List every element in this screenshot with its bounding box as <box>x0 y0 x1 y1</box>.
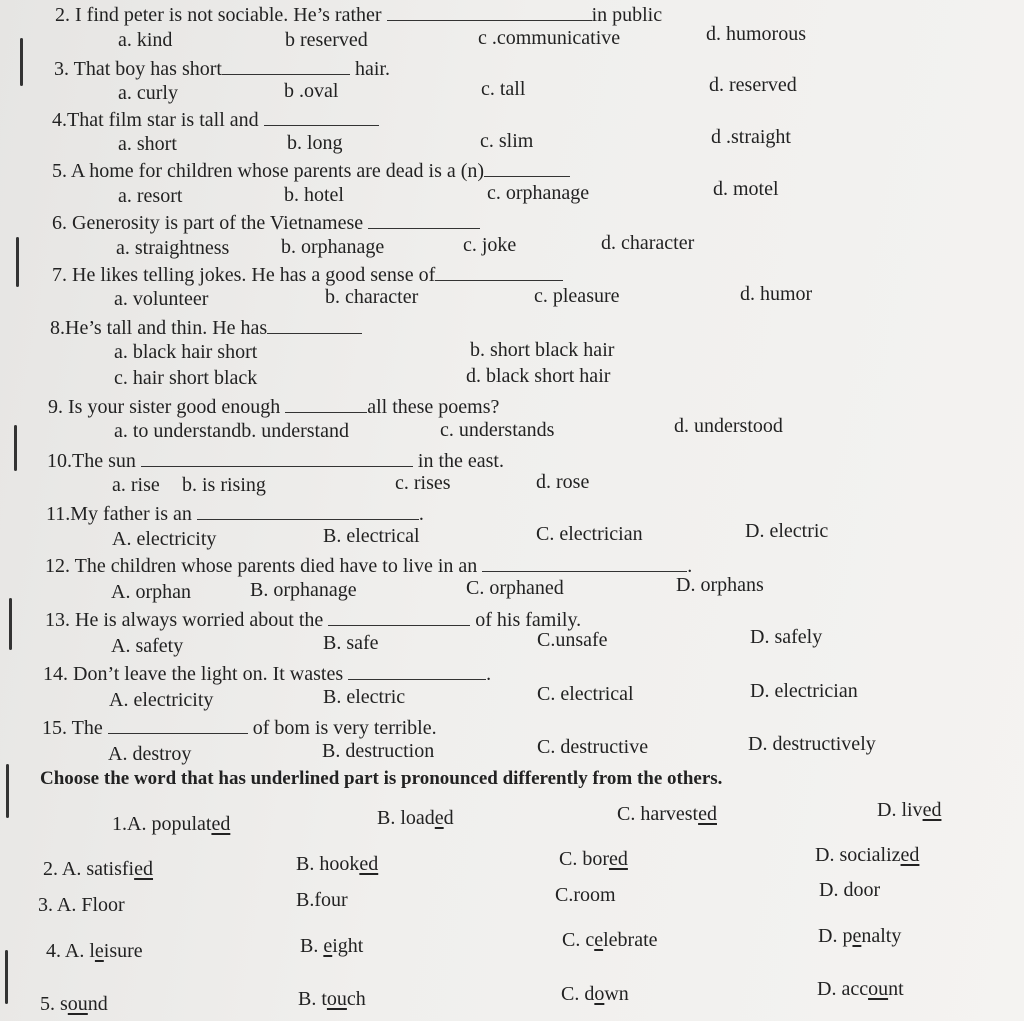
option-b: b reserved <box>285 29 368 51</box>
pron-1-option-a: 1.A. populated <box>112 813 231 835</box>
option-c: C. orphaned <box>466 577 564 599</box>
question-text: That film star is tall and <box>67 109 259 131</box>
pron-5-option-c: C. down <box>561 983 629 1005</box>
question-text: I find peter is not sociable. He’s rather <box>75 4 382 26</box>
underlined-part: e <box>94 940 104 962</box>
question-8 <box>50 315 362 340</box>
underlined-part: ou <box>67 993 88 1015</box>
option-b: b. hotel <box>284 184 344 206</box>
option-d: d .straight <box>711 126 791 148</box>
question-7 <box>52 262 563 287</box>
option-c: c. slim <box>480 130 534 152</box>
question-text-end: hair. <box>354 58 390 80</box>
option-b: b .oval <box>284 80 339 102</box>
option-c: c. understands <box>440 419 555 441</box>
option-a: a. straightness <box>116 237 230 259</box>
option-a: a. curly <box>118 82 178 104</box>
question-text-end: of his family. <box>475 609 582 631</box>
option-c: c. tall <box>481 78 526 100</box>
question-text: Don’t leave the light on. It wastes <box>73 663 344 685</box>
underlined-part: ou <box>868 978 889 1000</box>
question-15 <box>42 715 437 740</box>
answer-blank <box>197 501 419 520</box>
option-d: d. reserved <box>709 74 797 96</box>
question-text-end: all these poems? <box>367 396 500 418</box>
question-14 <box>43 661 491 686</box>
option-a: A. safety <box>111 635 184 657</box>
question-text: He likes telling jokes. He has a good sense of <box>72 264 436 286</box>
option-d: d. motel <box>713 178 779 200</box>
option-c: c. joke <box>463 234 517 256</box>
question-12 <box>45 553 692 578</box>
question-4 <box>52 107 379 132</box>
question-number: 10. <box>47 450 72 472</box>
question-number: 3. <box>54 58 69 80</box>
margin-mark <box>5 950 8 1004</box>
question-number: 12. <box>45 555 70 577</box>
option-c: c. rises <box>395 472 451 494</box>
underlined-part: ed <box>698 803 717 825</box>
question-text: A home for children whose parents are dead is a (n) <box>70 160 485 182</box>
question-text: The <box>71 717 103 739</box>
option-d: d. humor <box>740 283 813 305</box>
pron-1-option-c: C. harvested <box>617 803 717 825</box>
option-c: c. orphanage <box>487 182 590 204</box>
option-c: C. destructive <box>537 736 649 758</box>
question-number: 14. <box>43 663 68 685</box>
option-b: b. short black hair <box>470 339 615 361</box>
option-d: d. character <box>601 232 695 254</box>
question-text-end: . <box>687 555 693 577</box>
pron-3-option-a: 3. A. Floor <box>38 894 125 916</box>
underlined-part: e <box>434 807 444 829</box>
answer-blank <box>348 661 486 680</box>
option-d: D. orphans <box>676 574 764 596</box>
question-text-end: of bom is very terrible. <box>252 717 437 739</box>
question-number: 5. <box>52 160 67 182</box>
question-number: 9. <box>48 396 63 418</box>
question-5 <box>52 158 570 183</box>
question-number: 2. <box>55 4 70 26</box>
question-text: He’s tall and thin. He has <box>65 317 268 339</box>
pron-4-option-a: 4. A. leisure <box>46 940 143 962</box>
answer-blank <box>141 448 413 467</box>
question-text-end: in public <box>591 4 663 26</box>
option-a: a. kind <box>118 29 173 51</box>
option-b: B. destruction <box>322 740 435 762</box>
margin-mark <box>16 237 19 287</box>
option-d: d. black short hair <box>466 365 611 387</box>
underlined-part: o <box>594 983 605 1005</box>
pron-5-option-b: B. touch <box>298 988 366 1010</box>
option-d: D. safely <box>750 626 823 648</box>
pron-1-option-d: D. lived <box>877 799 942 821</box>
answer-blank <box>264 107 379 126</box>
option-a: A. electricity <box>109 689 214 711</box>
question-13 <box>45 607 581 632</box>
option-a: A. electricity <box>112 528 217 550</box>
underlined-part: ed <box>134 858 154 880</box>
option-a: a. resort <box>118 185 183 207</box>
question-number: 4. <box>52 109 67 131</box>
pron-3-option-c: C.room <box>555 884 616 906</box>
option-b: B. safe <box>323 632 379 654</box>
option-a-b: a. to understandb. understand <box>114 420 349 442</box>
option-a: a. black hair short <box>114 341 258 363</box>
option-b: b. is rising <box>182 474 266 496</box>
question-number: 6. <box>52 212 67 234</box>
option-d: d. understood <box>674 415 783 437</box>
option-b: b. character <box>325 286 419 308</box>
answer-blank <box>285 394 367 413</box>
margin-mark <box>14 425 17 471</box>
answer-blank <box>387 2 592 21</box>
option-c: C. electrical <box>537 683 634 705</box>
answer-blank <box>108 715 248 734</box>
option-c: C.unsafe <box>537 629 608 651</box>
question-text: The children whose parents died have to live in an <box>74 555 478 577</box>
answer-blank <box>435 262 563 281</box>
underlined-part: e <box>594 929 604 951</box>
question-text: That boy has short <box>73 58 222 80</box>
pron-2-option-b: B. hooked <box>296 853 379 875</box>
option-a: A. orphan <box>111 581 191 603</box>
answer-blank <box>267 315 362 334</box>
question-text: My father is an <box>70 503 192 525</box>
option-c: C. electrician <box>536 523 643 545</box>
underlined-part: e <box>852 925 862 947</box>
question-text: He is always worried about the <box>75 609 324 631</box>
question-11 <box>46 501 424 526</box>
option-a: a. rise <box>112 474 160 496</box>
answer-blank <box>222 56 350 75</box>
answer-blank <box>484 158 570 177</box>
answer-blank <box>328 607 470 626</box>
underlined-part: ed <box>211 813 231 835</box>
underlined-part: ed <box>900 844 920 866</box>
margin-mark <box>6 764 9 818</box>
pron-5-option-d: D. account <box>817 978 904 1000</box>
underlined-part: e <box>323 935 333 957</box>
question-text-end: in the east. <box>417 450 504 472</box>
question-2 <box>55 2 662 27</box>
option-d: d. rose <box>536 471 590 493</box>
question-number: 11. <box>46 503 71 525</box>
pron-3-option-b: B.four <box>296 889 348 911</box>
question-number: 15. <box>42 717 67 739</box>
pron-4-option-c: C. celebrate <box>562 929 658 951</box>
question-number: 13. <box>45 609 70 631</box>
option-b: b. orphanage <box>281 236 385 258</box>
option-b: B. electric <box>323 686 406 708</box>
option-b: b. long <box>287 132 343 154</box>
pron-4-option-d: D. penalty <box>818 925 902 947</box>
option-c: c. pleasure <box>534 285 620 307</box>
question-3 <box>54 56 390 81</box>
question-text: Generosity is part of the Vietnamese <box>72 212 364 234</box>
underlined-part: ou <box>326 988 347 1010</box>
underlined-part: ed <box>922 799 942 821</box>
option-b: B. orphanage <box>250 579 357 601</box>
question-6 <box>52 210 480 235</box>
answer-blank <box>482 553 687 572</box>
option-d: D. electrician <box>750 680 858 702</box>
option-a: a. volunteer <box>114 288 209 310</box>
option-d: D. electric <box>745 520 829 542</box>
margin-mark <box>9 598 12 650</box>
pron-2-option-a: 2. A. satisfied <box>43 858 154 880</box>
pron-1-option-b: B. loaded <box>377 807 454 829</box>
pron-5-option-a: 5. sound <box>40 993 108 1015</box>
question-10 <box>47 448 504 473</box>
pron-4-option-b: B. eight <box>300 935 364 957</box>
question-text: Is your sister good enough <box>68 396 281 418</box>
question-9 <box>48 394 499 419</box>
question-text-end: . <box>486 663 492 685</box>
option-d: D. destructively <box>748 733 876 755</box>
pron-2-option-d: D. socialized <box>815 844 920 866</box>
answer-blank <box>368 210 480 229</box>
margin-mark <box>20 38 23 86</box>
option-d: d. humorous <box>706 23 806 45</box>
question-number: 8. <box>50 317 65 339</box>
question-number: 7. <box>52 264 67 286</box>
option-b: B. electrical <box>323 525 420 547</box>
underlined-part: ed <box>609 848 628 870</box>
pron-3-option-d: D. door <box>819 879 881 901</box>
question-text-end: . <box>418 503 424 525</box>
pron-2-option-c: C. bored <box>559 848 628 870</box>
underlined-part: ed <box>359 853 379 875</box>
option-c: c. hair short black <box>114 367 258 389</box>
section-heading: Choose the word that has underlined part is pronounced differently from the others. <box>40 768 723 789</box>
question-text: The sun <box>72 450 136 472</box>
option-c: c .communicative <box>478 27 621 49</box>
option-a: A. destroy <box>108 743 192 765</box>
option-a: a. short <box>118 133 177 155</box>
